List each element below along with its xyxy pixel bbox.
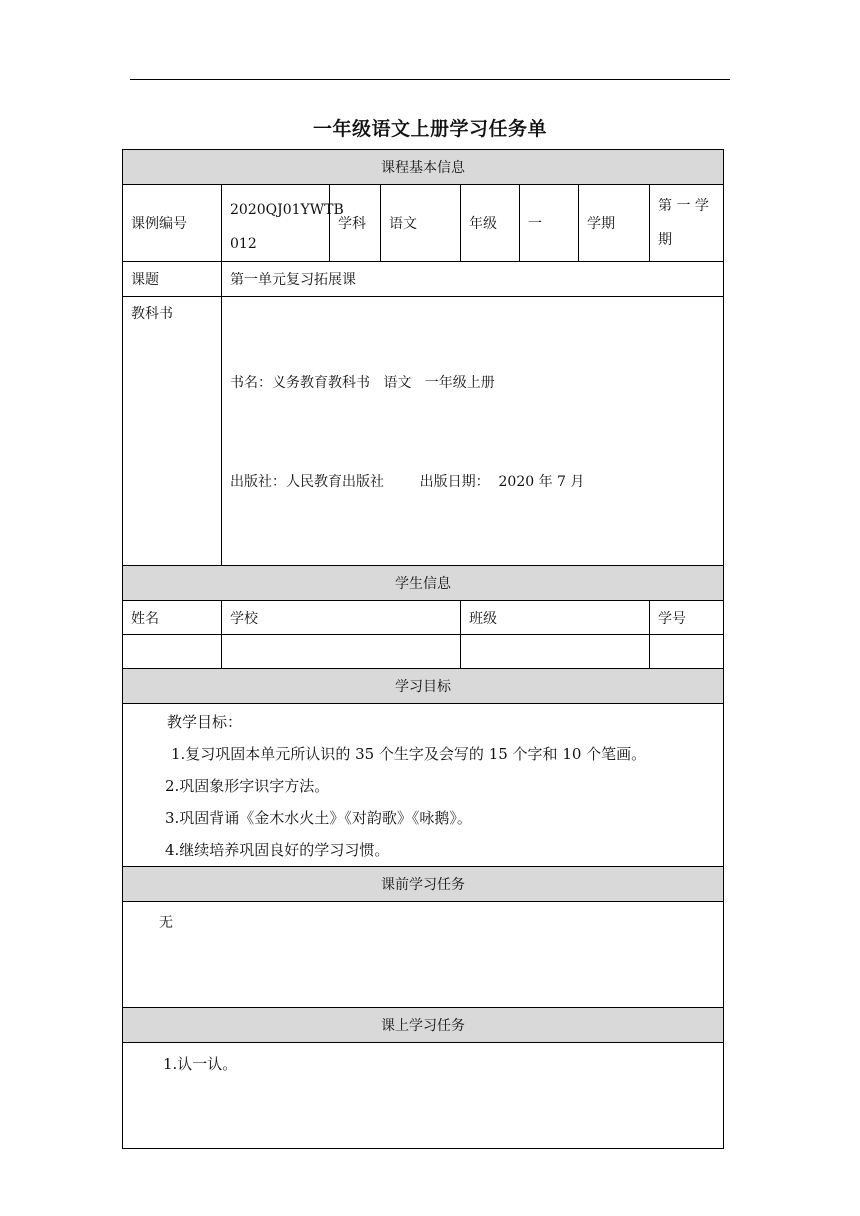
objective-item: 4.继续培养巩固良好的学习习惯。 [165,841,390,859]
textbook-line1: 书名：义务教育教科书 语文 一年级上册 [230,375,495,391]
task-sheet-table [122,149,724,1149]
case-no-value [222,185,344,262]
student-entry-row [123,635,724,669]
topic-row [123,262,724,297]
term-value-line1: 第 一 学 [658,198,709,214]
pre-class-header-row [123,867,724,902]
class-label: 班级 [461,601,650,635]
in-class-heading: 课上学习任务 [123,1008,724,1043]
case-no-value-line2: 012 [230,236,257,252]
name-entry-cell[interactable] [123,635,222,669]
textbook-value [222,297,724,566]
grade-value: 一 [520,185,579,262]
pre-class-heading: 课前学习任务 [123,867,724,902]
student-info-header-row [123,566,724,601]
document-title: 一年级语文上册学习任务单 [312,118,547,140]
course-info-heading: 课程基本信息 [123,150,724,185]
case-row [123,185,724,262]
objectives-intro: 教学目标： [167,713,243,731]
textbook-row [123,297,724,566]
student-label-row [123,601,724,635]
name-label: 姓名 [123,601,222,635]
in-class-header-row [123,1008,724,1043]
student-info-heading: 学生信息 [123,566,724,601]
pre-class-content: 无 [123,902,724,1008]
in-class-content: 1.认一认。 [123,1043,724,1149]
class-entry-cell[interactable] [461,635,650,669]
topic-label: 课题 [123,262,222,297]
objectives-content [123,704,724,867]
subject-label: 学科 [330,185,381,262]
header-rule [130,79,730,80]
objectives-row [123,704,724,867]
course-info-header-row [123,150,724,185]
subject-value: 语文 [381,185,461,262]
objective-item: 3.巩固背诵《金木水火土》《对韵歌》《咏鹅》。 [165,809,472,827]
textbook-line2: 出版社：人民教育出版社 出版日期： 2020 年 7 月 [230,474,585,490]
school-label: 学校 [222,601,461,635]
term-value-line2: 期 [658,232,672,248]
pre-class-row [123,902,724,1008]
objectives-header-row [123,669,724,704]
case-no-label: 课例编号 [123,185,222,262]
student-no-entry-cell[interactable] [650,635,724,669]
term-value [650,185,724,262]
case-no-value-line1: 2020QJ01YWTB [230,202,344,218]
textbook-label: 教科书 [123,297,222,566]
topic-value: 第一单元复习拓展课 [222,262,724,297]
student-no-label: 学号 [650,601,724,635]
term-label: 学期 [579,185,650,262]
objective-item: 2.巩固象形字识字方法。 [165,777,330,795]
objective-item: 1.复习巩固本单元所认识的 35 个生字及会写的 15 个字和 10 个笔画。 [171,745,647,763]
school-entry-cell[interactable] [222,635,461,669]
objectives-heading: 学习目标 [123,669,724,704]
in-class-row [123,1043,724,1149]
grade-label: 年级 [461,185,520,262]
